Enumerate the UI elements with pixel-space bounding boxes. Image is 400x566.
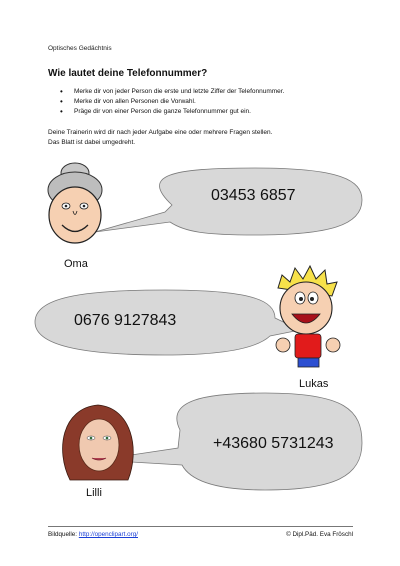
source-link[interactable]: http://openclipart.org/ [78,531,138,538]
instruction-item: • Präge dir von einer Person die ganze Telefonnummer gut ein. [60,107,284,117]
person-name-lukas: Lukas [299,378,329,390]
phone-number-oma: 03453 6857 [211,187,296,204]
instruction-item: • Merke dir von allen Personen die Vorwahl. [60,97,284,107]
footer-divider [48,526,353,527]
footer-source [48,531,138,538]
phone-number-lilli: +43680 5731243 [213,435,334,452]
oma-illustration [48,163,102,243]
source-label: Bildquelle: [48,531,78,538]
lukas-illustration [276,266,340,367]
person-name-oma: Oma [64,258,88,270]
lilli-illustration [63,405,134,480]
instruction-item: • Merke dir von jeder Person die erste und letzte Ziffer der Telefonnummer. [60,87,284,97]
person-name-lilli: Lilli [86,487,102,499]
intro-line: Das Blatt ist dabei umgedreht. [48,139,136,146]
worksheet-header: Optisches Gedächtnis [48,45,112,52]
phone-number-lukas: 0676 9127843 [74,312,177,329]
page-title: Wie lautet deine Telefonnummer? [48,68,208,79]
intro-line: Deine Trainerin wird dir nach jeder Aufgabe eine oder mehrere Fragen stellen. [48,129,273,136]
footer-copyright: © Dipl.Päd. Eva Fröschl [286,531,353,538]
